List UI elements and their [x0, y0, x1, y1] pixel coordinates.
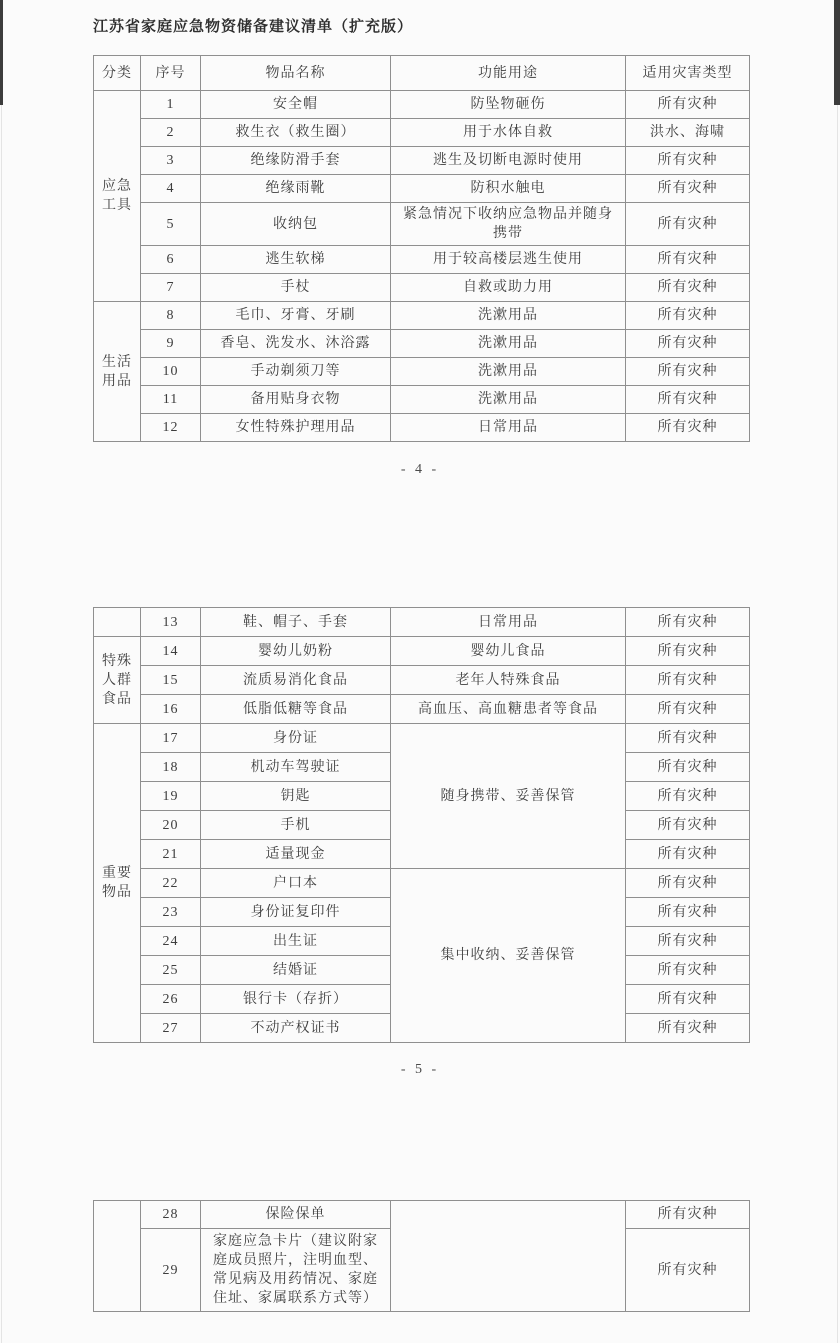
item-disaster: 所有灾种 — [626, 91, 750, 119]
table-row — [94, 302, 750, 330]
table-row — [94, 91, 750, 119]
item-no: 24 — [141, 927, 201, 956]
supplies-table-page6 — [93, 1200, 750, 1312]
item-no: 18 — [141, 753, 201, 782]
header-disaster: 适用灾害类型 — [626, 56, 750, 91]
category-cell-special-food: 特殊 人群 食品 — [94, 637, 141, 724]
item-disaster: 所有灾种 — [626, 414, 750, 442]
item-disaster: 所有灾种 — [626, 724, 750, 753]
item-function: 用于水体自救 — [391, 119, 626, 147]
item-name: 绝缘雨靴 — [201, 175, 391, 203]
item-function: 用于较高楼层逃生使用 — [391, 246, 626, 274]
item-function: 老年人特殊食品 — [391, 666, 626, 695]
right-edge-line — [837, 0, 838, 1343]
item-disaster: 洪水、海啸 — [626, 119, 750, 147]
table-row — [94, 246, 750, 274]
item-function: 日常用品 — [391, 414, 626, 442]
item-disaster: 所有灾种 — [626, 274, 750, 302]
item-name: 备用贴身衣物 — [201, 386, 391, 414]
header-no: 序号 — [141, 56, 201, 91]
category-cell-daily-supplies: 生活 用品 — [94, 302, 141, 442]
table-row — [94, 666, 750, 695]
item-disaster: 所有灾种 — [626, 666, 750, 695]
item-function: 洗漱用品 — [391, 302, 626, 330]
item-disaster: 所有灾种 — [626, 608, 750, 637]
item-disaster: 所有灾种 — [626, 386, 750, 414]
item-name: 身份证 — [201, 724, 391, 753]
supplies-table-page5 — [93, 607, 750, 1043]
right-edge-dark-strip — [834, 0, 840, 105]
table-row — [94, 1201, 750, 1229]
page-number-4: - 4 - — [400, 462, 440, 477]
item-no: 23 — [141, 898, 201, 927]
merged-function-store: 集中收纳、妥善保管 — [391, 869, 626, 1043]
item-disaster: 所有灾种 — [626, 869, 750, 898]
item-disaster: 所有灾种 — [626, 302, 750, 330]
table-row — [94, 119, 750, 147]
item-disaster: 所有灾种 — [626, 811, 750, 840]
header-name: 物品名称 — [201, 56, 391, 91]
item-no: 14 — [141, 637, 201, 666]
item-disaster: 所有灾种 — [626, 1229, 750, 1312]
item-name: 适量现金 — [201, 840, 391, 869]
left-edge-dark-strip — [0, 0, 3, 105]
item-name: 手杖 — [201, 274, 391, 302]
item-function: 洗漱用品 — [391, 330, 626, 358]
item-name: 机动车驾驶证 — [201, 753, 391, 782]
item-name: 毛巾、牙膏、牙刷 — [201, 302, 391, 330]
item-name: 低脂低糖等食品 — [201, 695, 391, 724]
left-edge-line — [1, 0, 2, 1343]
document-title: 江苏省家庭应急物资储备建议清单（扩充版） — [93, 19, 414, 35]
item-name: 手机 — [201, 811, 391, 840]
item-no: 11 — [141, 386, 201, 414]
merged-function-carry: 随身携带、妥善保管 — [391, 724, 626, 869]
header-function: 功能用途 — [391, 56, 626, 91]
item-name: 绝缘防滑手套 — [201, 147, 391, 175]
item-no: 7 — [141, 274, 201, 302]
item-disaster: 所有灾种 — [626, 898, 750, 927]
header-category: 分类 — [94, 56, 141, 91]
item-disaster: 所有灾种 — [626, 147, 750, 175]
table-row — [94, 203, 750, 246]
item-disaster: 所有灾种 — [626, 637, 750, 666]
item-no: 26 — [141, 985, 201, 1014]
item-name: 户口本 — [201, 869, 391, 898]
item-disaster: 所有灾种 — [626, 358, 750, 386]
table-row — [94, 274, 750, 302]
item-name: 流质易消化食品 — [201, 666, 391, 695]
item-no: 20 — [141, 811, 201, 840]
category-cell-important-items: 重要 物品 — [94, 724, 141, 1043]
item-name: 家庭应急卡片（建议附家庭成员照片，注明血型、常见病及用药情况、家庭住址、家属联系方式等） — [201, 1229, 391, 1312]
item-disaster: 所有灾种 — [626, 1201, 750, 1229]
item-name: 手动剃须刀等 — [201, 358, 391, 386]
item-function: 防坠物砸伤 — [391, 91, 626, 119]
item-no: 1 — [141, 91, 201, 119]
item-disaster: 所有灾种 — [626, 695, 750, 724]
table-row — [94, 358, 750, 386]
item-no: 12 — [141, 414, 201, 442]
category-cell-empty — [94, 1201, 141, 1312]
item-name: 钥匙 — [201, 782, 391, 811]
item-no: 17 — [141, 724, 201, 753]
table-row — [94, 175, 750, 203]
item-no: 8 — [141, 302, 201, 330]
merged-function-empty — [391, 1201, 626, 1312]
item-no: 27 — [141, 1014, 201, 1043]
item-name: 婴幼儿奶粉 — [201, 637, 391, 666]
table-row — [94, 147, 750, 175]
item-name: 收纳包 — [201, 203, 391, 246]
item-no: 6 — [141, 246, 201, 274]
item-no: 16 — [141, 695, 201, 724]
item-name: 银行卡（存折） — [201, 985, 391, 1014]
item-function: 洗漱用品 — [391, 386, 626, 414]
item-no: 4 — [141, 175, 201, 203]
item-name: 逃生软梯 — [201, 246, 391, 274]
item-name: 鞋、帽子、手套 — [201, 608, 391, 637]
table-row — [94, 869, 750, 898]
item-no: 10 — [141, 358, 201, 386]
item-no: 5 — [141, 203, 201, 246]
item-disaster: 所有灾种 — [626, 782, 750, 811]
item-name: 香皂、洗发水、沐浴露 — [201, 330, 391, 358]
table-row — [94, 608, 750, 637]
item-disaster: 所有灾种 — [626, 203, 750, 246]
item-disaster: 所有灾种 — [626, 840, 750, 869]
item-no: 22 — [141, 869, 201, 898]
table-header-row — [94, 56, 750, 91]
table-row — [94, 414, 750, 442]
item-name: 出生证 — [201, 927, 391, 956]
item-no: 19 — [141, 782, 201, 811]
item-name: 身份证复印件 — [201, 898, 391, 927]
item-function: 日常用品 — [391, 608, 626, 637]
table-row — [94, 724, 750, 753]
item-function: 婴幼儿食品 — [391, 637, 626, 666]
item-disaster: 所有灾种 — [626, 927, 750, 956]
category-cell-empty — [94, 608, 141, 637]
item-name: 救生衣（救生圈） — [201, 119, 391, 147]
item-function: 紧急情况下收纳应急物品并随身携带 — [391, 203, 626, 246]
item-no: 25 — [141, 956, 201, 985]
item-name: 女性特殊护理用品 — [201, 414, 391, 442]
item-name: 不动产权证书 — [201, 1014, 391, 1043]
item-disaster: 所有灾种 — [626, 330, 750, 358]
table-row — [94, 330, 750, 358]
table-row — [94, 695, 750, 724]
supplies-table-page4 — [93, 55, 750, 442]
item-no: 13 — [141, 608, 201, 637]
item-disaster: 所有灾种 — [626, 753, 750, 782]
item-disaster: 所有灾种 — [626, 175, 750, 203]
item-function: 洗漱用品 — [391, 358, 626, 386]
item-function: 逃生及切断电源时使用 — [391, 147, 626, 175]
item-disaster: 所有灾种 — [626, 985, 750, 1014]
item-disaster: 所有灾种 — [626, 956, 750, 985]
item-name: 结婚证 — [201, 956, 391, 985]
item-name: 保险保单 — [201, 1201, 391, 1229]
page-number-5: - 5 - — [400, 1062, 440, 1077]
item-no: 15 — [141, 666, 201, 695]
item-disaster: 所有灾种 — [626, 1014, 750, 1043]
item-function: 自救或助力用 — [391, 274, 626, 302]
item-no: 2 — [141, 119, 201, 147]
item-no: 29 — [141, 1229, 201, 1312]
item-no: 3 — [141, 147, 201, 175]
item-no: 28 — [141, 1201, 201, 1229]
category-cell-emergency-tools: 应急 工具 — [94, 91, 141, 302]
item-no: 9 — [141, 330, 201, 358]
table-row — [94, 386, 750, 414]
item-disaster: 所有灾种 — [626, 246, 750, 274]
table-row — [94, 637, 750, 666]
item-no: 21 — [141, 840, 201, 869]
item-function: 高血压、高血糖患者等食品 — [391, 695, 626, 724]
item-name: 安全帽 — [201, 91, 391, 119]
item-function: 防积水触电 — [391, 175, 626, 203]
